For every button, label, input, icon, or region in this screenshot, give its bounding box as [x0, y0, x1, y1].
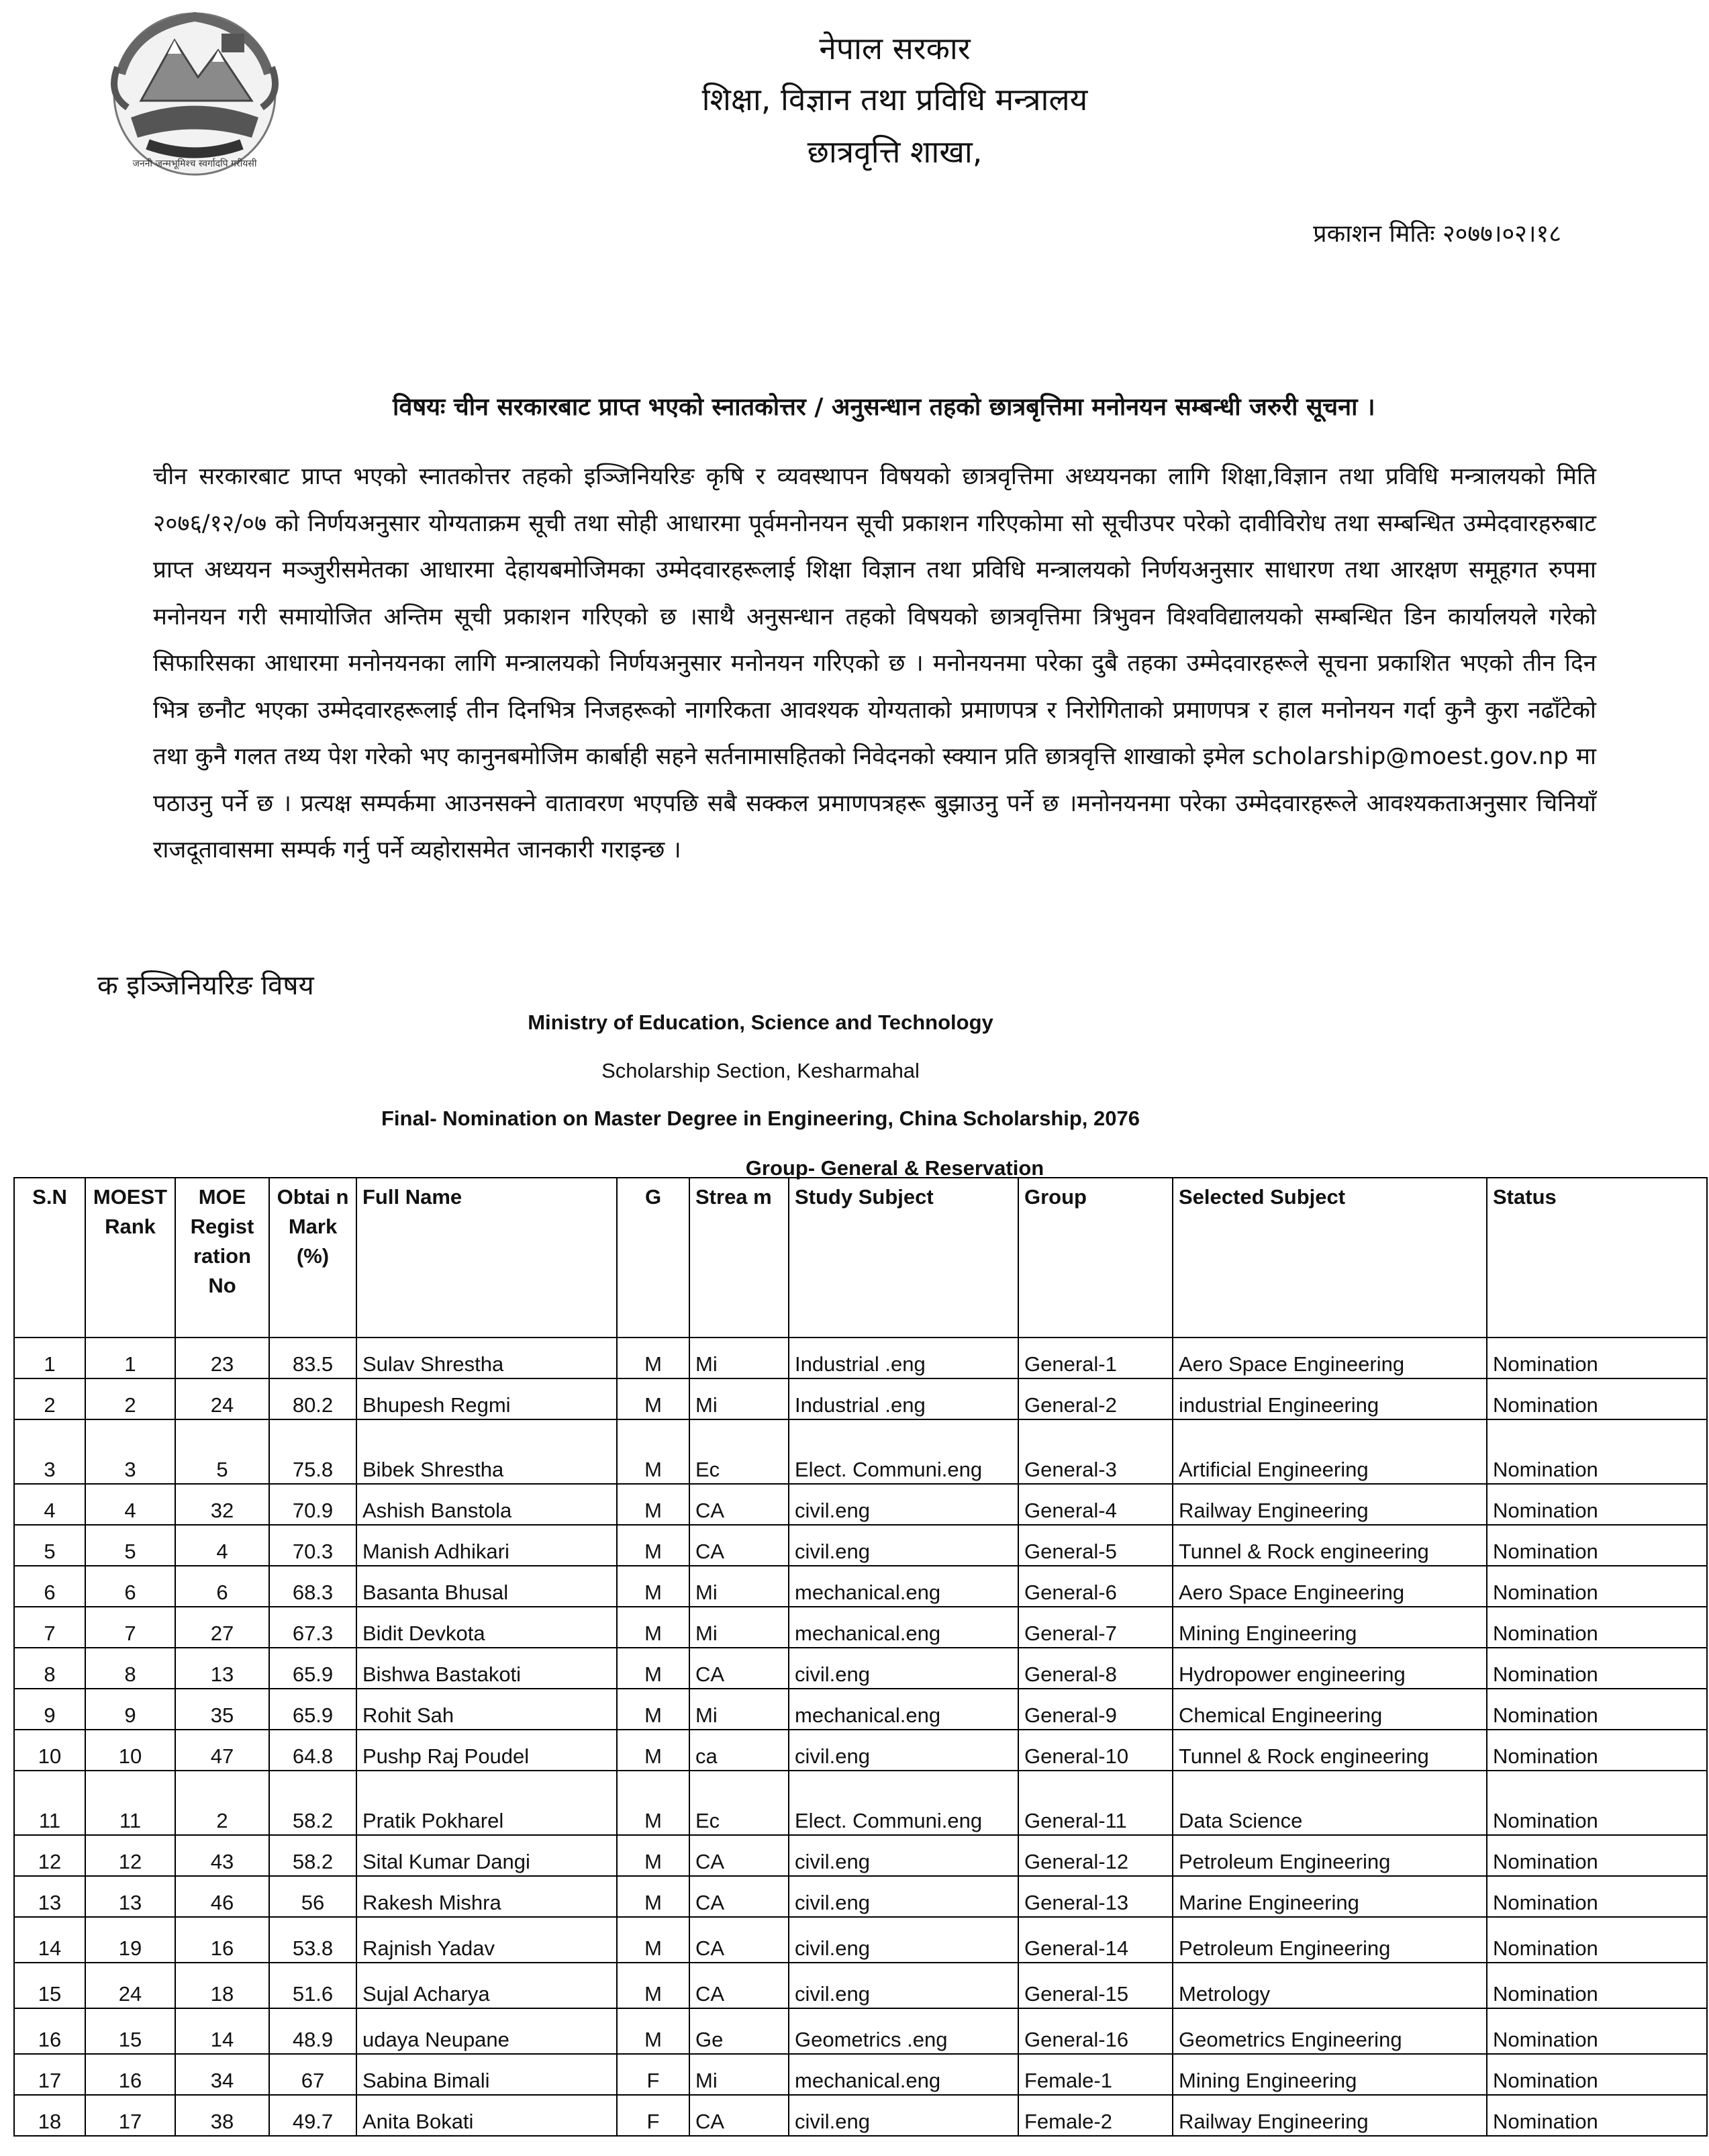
table-row [14, 1525, 1707, 1566]
table-row [14, 1607, 1707, 1648]
cell-gender: M [617, 1648, 689, 1689]
cell-moest-rank: 6 [85, 1566, 175, 1607]
cell-obtained-mark: 49.7 [269, 2095, 356, 2136]
header-ministry: शिक्षा, विज्ञान तथा प्रविधि मन्त्रालय [701, 81, 1088, 118]
cell-gender: M [617, 1771, 689, 1835]
cell-selected-subject: Petroleum Engineering [1173, 1917, 1487, 1963]
cell-status: Nomination [1487, 1689, 1707, 1730]
cell-study-subject: Geometrics .eng [789, 2008, 1018, 2054]
table-row [14, 2008, 1707, 2054]
cell-moest-rank: 2 [85, 1378, 175, 1419]
cell-full-name: Anita Bokati [356, 2095, 617, 2136]
cell-sn: 14 [14, 1917, 85, 1963]
cell-obtained-mark: 48.9 [269, 2008, 356, 2054]
cell-gender: M [617, 1378, 689, 1419]
cell-status: Nomination [1487, 1566, 1707, 1607]
cell-study-subject: Elect. Communi.eng [789, 1419, 1018, 1484]
cell-full-name: Bibek Shrestha [356, 1419, 617, 1484]
cell-obtained-mark: 56 [269, 1876, 356, 1917]
cell-obtained-mark: 67.3 [269, 1607, 356, 1648]
cell-selected-subject: Mining Engineering [1173, 2054, 1487, 2095]
header-section: छात्रवृत्ति शाखा, [807, 134, 983, 170]
cell-gender: F [617, 2054, 689, 2095]
cell-moest-rank: 1 [85, 1338, 175, 1378]
cell-stream: Mi [689, 2054, 789, 2095]
cell-sn: 18 [14, 2095, 85, 2136]
group-title: Group- General & Reservation [745, 1156, 1044, 1180]
cell-group: General-7 [1018, 1607, 1173, 1648]
cell-selected-subject: Marine Engineering [1173, 1876, 1487, 1917]
cell-moe-registration-no: 14 [175, 2008, 269, 2054]
cell-moe-registration-no: 43 [175, 1835, 269, 1876]
cell-stream: CA [689, 1963, 789, 2008]
cell-stream: Mi [689, 1338, 789, 1378]
cell-study-subject: civil.eng [789, 1648, 1018, 1689]
table-body [14, 1338, 1707, 2136]
cell-status: Nomination [1487, 1648, 1707, 1689]
cell-obtained-mark: 58.2 [269, 1835, 356, 1876]
cell-moest-rank: 17 [85, 2095, 175, 2136]
cell-group: General-10 [1018, 1730, 1173, 1771]
cell-full-name: Sujal Acharya [356, 1963, 617, 2008]
cell-full-name: Pratik Pokharel [356, 1771, 617, 1835]
cell-stream: CA [689, 1648, 789, 1689]
cell-sn: 8 [14, 1648, 85, 1689]
cell-selected-subject: Chemical Engineering [1173, 1689, 1487, 1730]
header-government: नेपाल सरकार [819, 30, 971, 66]
table-header-row [14, 1178, 1707, 1338]
header-moe-registration-no: MOE Regist ration No [175, 1178, 269, 1338]
cell-selected-subject: industrial Engineering [1173, 1378, 1487, 1419]
cell-selected-subject: Tunnel & Rock engineering [1173, 1730, 1487, 1771]
table-row [14, 1835, 1707, 1876]
cell-status: Nomination [1487, 1338, 1707, 1378]
cell-moe-registration-no: 38 [175, 2095, 269, 2136]
cell-group: General-1 [1018, 1338, 1173, 1378]
cell-gender: M [617, 1835, 689, 1876]
cell-moe-registration-no: 34 [175, 2054, 269, 2095]
cell-sn: 13 [14, 1876, 85, 1917]
cell-selected-subject: Artificial Engineering [1173, 1419, 1487, 1484]
cell-obtained-mark: 80.2 [269, 1378, 356, 1419]
table-row [14, 1378, 1707, 1419]
cell-moest-rank: 15 [85, 2008, 175, 2054]
cell-study-subject: civil.eng [789, 2095, 1018, 2136]
cell-gender: M [617, 1525, 689, 1566]
cell-study-subject: mechanical.eng [789, 1607, 1018, 1648]
cell-stream: CA [689, 1525, 789, 1566]
cell-full-name: Sabina Bimali [356, 2054, 617, 2095]
cell-study-subject: mechanical.eng [789, 1689, 1018, 1730]
cell-status: Nomination [1487, 1607, 1707, 1648]
cell-stream: Mi [689, 1566, 789, 1607]
cell-moe-registration-no: 47 [175, 1730, 269, 1771]
header-status: Status [1487, 1178, 1707, 1338]
header-group: Group [1018, 1178, 1173, 1338]
cell-status: Nomination [1487, 1917, 1707, 1963]
table-row [14, 1338, 1707, 1378]
cell-group: General-8 [1018, 1648, 1173, 1689]
cell-moe-registration-no: 4 [175, 1525, 269, 1566]
nomination-title: Final- Nomination on Master Degree in Engineering, China Scholarship, 2076 [381, 1107, 1140, 1130]
cell-selected-subject: Railway Engineering [1173, 2095, 1487, 2136]
cell-moe-registration-no: 32 [175, 1484, 269, 1525]
cell-obtained-mark: 75.8 [269, 1419, 356, 1484]
header-stream: Strea m [689, 1178, 789, 1338]
cell-status: Nomination [1487, 1484, 1707, 1525]
cell-obtained-mark: 58.2 [269, 1771, 356, 1835]
cell-group: General-6 [1018, 1566, 1173, 1607]
table-row [14, 1648, 1707, 1689]
table-row [14, 1730, 1707, 1771]
cell-full-name: Manish Adhikari [356, 1525, 617, 1566]
table-row [14, 2095, 1707, 2136]
cell-group: General-9 [1018, 1689, 1173, 1730]
cell-selected-subject: Hydropower engineering [1173, 1648, 1487, 1689]
cell-moest-rank: 9 [85, 1689, 175, 1730]
cell-obtained-mark: 53.8 [269, 1917, 356, 1963]
table-row [14, 1484, 1707, 1525]
cell-gender: M [617, 2008, 689, 2054]
cell-study-subject: Industrial .eng [789, 1378, 1018, 1419]
table-row [14, 1566, 1707, 1607]
cell-moe-registration-no: 6 [175, 1566, 269, 1607]
cell-obtained-mark: 51.6 [269, 1963, 356, 2008]
cell-sn: 17 [14, 2054, 85, 2095]
cell-full-name: Rajnish Yadav [356, 1917, 617, 1963]
cell-moest-rank: 8 [85, 1648, 175, 1689]
cell-sn: 11 [14, 1771, 85, 1835]
cell-group: General-3 [1018, 1419, 1173, 1484]
cell-group: General-13 [1018, 1876, 1173, 1917]
cell-stream: CA [689, 1484, 789, 1525]
cell-sn: 15 [14, 1963, 85, 2008]
cell-obtained-mark: 65.9 [269, 1648, 356, 1689]
cell-sn: 10 [14, 1730, 85, 1771]
cell-moe-registration-no: 5 [175, 1419, 269, 1484]
cell-full-name: Bishwa Bastakoti [356, 1648, 617, 1689]
header-moest-rank: MOEST Rank [85, 1178, 175, 1338]
cell-sn: 2 [14, 1378, 85, 1419]
header-study-subject: Study Subject [789, 1178, 1018, 1338]
cell-group: General-14 [1018, 1917, 1173, 1963]
cell-selected-subject: Geometrics Engineering [1173, 2008, 1487, 2054]
cell-gender: M [617, 1689, 689, 1730]
cell-selected-subject: Tunnel & Rock engineering [1173, 1525, 1487, 1566]
cell-sn: 6 [14, 1566, 85, 1607]
cell-gender: M [617, 1484, 689, 1525]
cell-selected-subject: Railway Engineering [1173, 1484, 1487, 1525]
cell-study-subject: Elect. Communi.eng [789, 1771, 1018, 1835]
cell-stream: CA [689, 1876, 789, 1917]
table-row [14, 1419, 1707, 1484]
cell-group: General-5 [1018, 1525, 1173, 1566]
cell-sn: 12 [14, 1835, 85, 1876]
notice-body: चीन सरकारबाट प्राप्त भएको स्नातकोत्तर तहको इञ्जिनियरिङ कृषि र व्यवस्थापन विषयको छात्रवृत्तिमा अध्ययनका लागि शिक्षा,विज्ञान तथा प्रविधि मन्त्रालयको मिति २०७६/१२/०७ को निर्णयअनुसार योग्यताक्रम सूची तथा सोही आधारमा पूर्वमनोनयन सूची प्रकाशन गरिएकोमा सो सूचीउपर परेको दावीविरोध तथा सम्बन्धित उम्मेदवारहरुबाट प्राप्त अध्ययन मञ्जुरीसमेतका आधारमा देहायबमोजिमका उम्मेदवारहरूलाई शिक्षा विज्ञान तथा प्रविधि मन्त्रालयको निर्णयअनुसार साधारण तथा आरक्षण समूहगत रुपमा मनोनयन गरी समायोजित अन्तिम सूची प्रकाशन गरिएको छ ।साथै अनुसन्धान तहको विषयको छात्रवृत्तिमा त्रिभुवन विश्वविद्यालयको सम्बन्धित डिन कार्यालयले गरेको सिफारिसका आधारमा मनोनयनका लागि मन्त्रालयको निर्णयअनुसार मनोनयन गरिएको छ । मनोनयनमा परेका दुबै तहका उम्मेदवारहरूले सूचना प्रकाशित भएको तीन दिन भित्र छनौट भएका उम्मेदवारहरूलाई तीन दिनभित्र निजहरूको नागरिकता आवश्यक योग्यताको प्रमाणपत्र र निरोगिताको प्रमाणपत्र र हाल मनोनयन गर्दा कुनै कुरा नढाँटेको तथा कुनै गलत तथ्य पेश गरेको भए कानुनबमोजिम कार्बाही सहने सर्तनामासहितको निवेदनको स्क्यान प्रति छात्रवृत्ति शाखाको इमेल scholarship@moest.gov.np मा पठाउनु पर्ने छ । प्रत्यक्ष सम्पर्कमा आउनसक्ने वातावरण भएपछि सबै सक्कल प्रमाणपत्रहरू बुझाउनु पर्ने छ ।मनोनयनमा परेका उम्मेदवारहरूले आवश्यकताअनुसार चिनियाँ राजदूतावासमा सम्पर्क गर्नु पर्ने व्यहोरासमेत जानकारी गराइन्छ । [153, 463, 1596, 863]
cell-full-name: Rohit Sah [356, 1689, 617, 1730]
header-sn: S.N [14, 1178, 85, 1338]
table-row [14, 1876, 1707, 1917]
cell-gender: M [617, 1917, 689, 1963]
cell-obtained-mark: 65.9 [269, 1689, 356, 1730]
cell-obtained-mark: 83.5 [269, 1338, 356, 1378]
cell-moest-rank: 4 [85, 1484, 175, 1525]
cell-moe-registration-no: 18 [175, 1963, 269, 2008]
cell-moe-registration-no: 23 [175, 1338, 269, 1378]
cell-moest-rank: 11 [85, 1771, 175, 1835]
ministry-english: Ministry of Education, Science and Technology [528, 1011, 993, 1034]
cell-group: Female-1 [1018, 2054, 1173, 2095]
cell-group: General-16 [1018, 2008, 1173, 2054]
nomination-table [13, 1177, 1708, 2137]
cell-selected-subject: Mining Engineering [1173, 1607, 1487, 1648]
cell-sn: 7 [14, 1607, 85, 1648]
cell-moest-rank: 5 [85, 1525, 175, 1566]
cell-obtained-mark: 68.3 [269, 1566, 356, 1607]
cell-study-subject: civil.eng [789, 1917, 1018, 1963]
cell-status: Nomination [1487, 1835, 1707, 1876]
cell-study-subject: Industrial .eng [789, 1338, 1018, 1378]
cell-stream: Ec [689, 1771, 789, 1835]
cell-study-subject: civil.eng [789, 1730, 1018, 1771]
cell-study-subject: mechanical.eng [789, 2054, 1018, 2095]
cell-full-name: Bhupesh Regmi [356, 1378, 617, 1419]
cell-stream: Mi [689, 1378, 789, 1419]
cell-status: Nomination [1487, 1525, 1707, 1566]
cell-moest-rank: 24 [85, 1963, 175, 2008]
cell-full-name: Sulav Shrestha [356, 1338, 617, 1378]
cell-moest-rank: 16 [85, 2054, 175, 2095]
cell-moe-registration-no: 35 [175, 1689, 269, 1730]
cell-obtained-mark: 70.3 [269, 1525, 356, 1566]
cell-gender: M [617, 1566, 689, 1607]
cell-moe-registration-no: 13 [175, 1648, 269, 1689]
cell-obtained-mark: 64.8 [269, 1730, 356, 1771]
publish-date: प्रकाशन मितिः २०७७।०२।१८ [1313, 220, 1561, 248]
cell-sn: 1 [14, 1338, 85, 1378]
cell-gender: M [617, 1419, 689, 1484]
cell-selected-subject: Aero Space Engineering [1173, 1338, 1487, 1378]
cell-group: Female-2 [1018, 2095, 1173, 2136]
header-gender: G [617, 1178, 689, 1338]
cell-sn: 4 [14, 1484, 85, 1525]
cell-status: Nomination [1487, 1963, 1707, 2008]
cell-full-name: Ashish Banstola [356, 1484, 617, 1525]
cell-status: Nomination [1487, 1378, 1707, 1419]
cell-gender: F [617, 2095, 689, 2136]
cell-selected-subject: Aero Space Engineering [1173, 1566, 1487, 1607]
cell-selected-subject: Petroleum Engineering [1173, 1835, 1487, 1876]
cell-status: Nomination [1487, 1730, 1707, 1771]
cell-stream: CA [689, 2095, 789, 2136]
header-selected-subject: Selected Subject [1173, 1178, 1487, 1338]
cell-gender: M [617, 1607, 689, 1648]
cell-moe-registration-no: 24 [175, 1378, 269, 1419]
cell-moest-rank: 7 [85, 1607, 175, 1648]
cell-study-subject: civil.eng [789, 1963, 1018, 2008]
section-heading: क इञ्जिनियरिङ विषय [97, 970, 314, 1001]
cell-full-name: Sital Kumar Dangi [356, 1835, 617, 1876]
table-row [14, 2054, 1707, 2095]
notice-subject: विषयः चीन सरकारबाट प्राप्त भएको स्नातकोत्तर / अनुसन्धान तहको छात्रबृत्तिमा मनोनयन सम्बन्धी जरुरी सूचना । [393, 393, 1375, 421]
cell-study-subject: civil.eng [789, 1525, 1018, 1566]
cell-status: Nomination [1487, 2008, 1707, 2054]
cell-full-name: Pushp Raj Poudel [356, 1730, 617, 1771]
cell-status: Nomination [1487, 2095, 1707, 2136]
cell-status: Nomination [1487, 2054, 1707, 2095]
cell-group: General-4 [1018, 1484, 1173, 1525]
cell-study-subject: civil.eng [789, 1484, 1018, 1525]
cell-stream: CA [689, 1835, 789, 1876]
cell-gender: M [617, 1338, 689, 1378]
table-row [14, 1963, 1707, 2008]
table-row [14, 1689, 1707, 1730]
cell-full-name: udaya Neupane [356, 2008, 617, 2054]
cell-moe-registration-no: 27 [175, 1607, 269, 1648]
cell-sn: 9 [14, 1689, 85, 1730]
cell-selected-subject: Data Science [1173, 1771, 1487, 1835]
cell-study-subject: mechanical.eng [789, 1566, 1018, 1607]
header-obtained-mark: Obtai n Mark (%) [269, 1178, 356, 1338]
cell-full-name: Basanta Bhusal [356, 1566, 617, 1607]
cell-obtained-mark: 67 [269, 2054, 356, 2095]
cell-stream: Ge [689, 2008, 789, 2054]
cell-obtained-mark: 70.9 [269, 1484, 356, 1525]
cell-moe-registration-no: 2 [175, 1771, 269, 1835]
table-row [14, 1771, 1707, 1835]
svg-text:जननी जन्मभूमिश्च स्वर्गादपि गर: जननी जन्मभूमिश्च स्वर्गादपि गरीयसी [132, 158, 257, 169]
cell-gender: M [617, 1730, 689, 1771]
cell-moe-registration-no: 16 [175, 1917, 269, 1963]
cell-stream: Ec [689, 1419, 789, 1484]
cell-sn: 5 [14, 1525, 85, 1566]
cell-moest-rank: 12 [85, 1835, 175, 1876]
cell-group: General-11 [1018, 1771, 1173, 1835]
scholarship-section-english: Scholarship Section, Kesharmahal [601, 1059, 920, 1082]
cell-group: General-12 [1018, 1835, 1173, 1876]
cell-group: General-15 [1018, 1963, 1173, 2008]
cell-sn: 16 [14, 2008, 85, 2054]
cell-group: General-2 [1018, 1378, 1173, 1419]
cell-stream: CA [689, 1917, 789, 1963]
cell-status: Nomination [1487, 1419, 1707, 1484]
cell-gender: M [617, 1963, 689, 2008]
cell-moest-rank: 19 [85, 1917, 175, 1963]
header-full-name: Full Name [356, 1178, 617, 1338]
cell-selected-subject: Metrology [1173, 1963, 1487, 2008]
cell-moest-rank: 3 [85, 1419, 175, 1484]
cell-study-subject: civil.eng [789, 1835, 1018, 1876]
cell-stream: ca [689, 1730, 789, 1771]
cell-full-name: Rakesh Mishra [356, 1876, 617, 1917]
cell-study-subject: civil.eng [789, 1876, 1018, 1917]
cell-stream: Mi [689, 1607, 789, 1648]
table-row [14, 1917, 1707, 1963]
cell-moest-rank: 13 [85, 1876, 175, 1917]
cell-moest-rank: 10 [85, 1730, 175, 1771]
cell-gender: M [617, 1876, 689, 1917]
cell-full-name: Bidit Devkota [356, 1607, 617, 1648]
cell-moe-registration-no: 46 [175, 1876, 269, 1917]
cell-status: Nomination [1487, 1876, 1707, 1917]
cell-sn: 3 [14, 1419, 85, 1484]
cell-status: Nomination [1487, 1771, 1707, 1835]
cell-stream: Mi [689, 1689, 789, 1730]
